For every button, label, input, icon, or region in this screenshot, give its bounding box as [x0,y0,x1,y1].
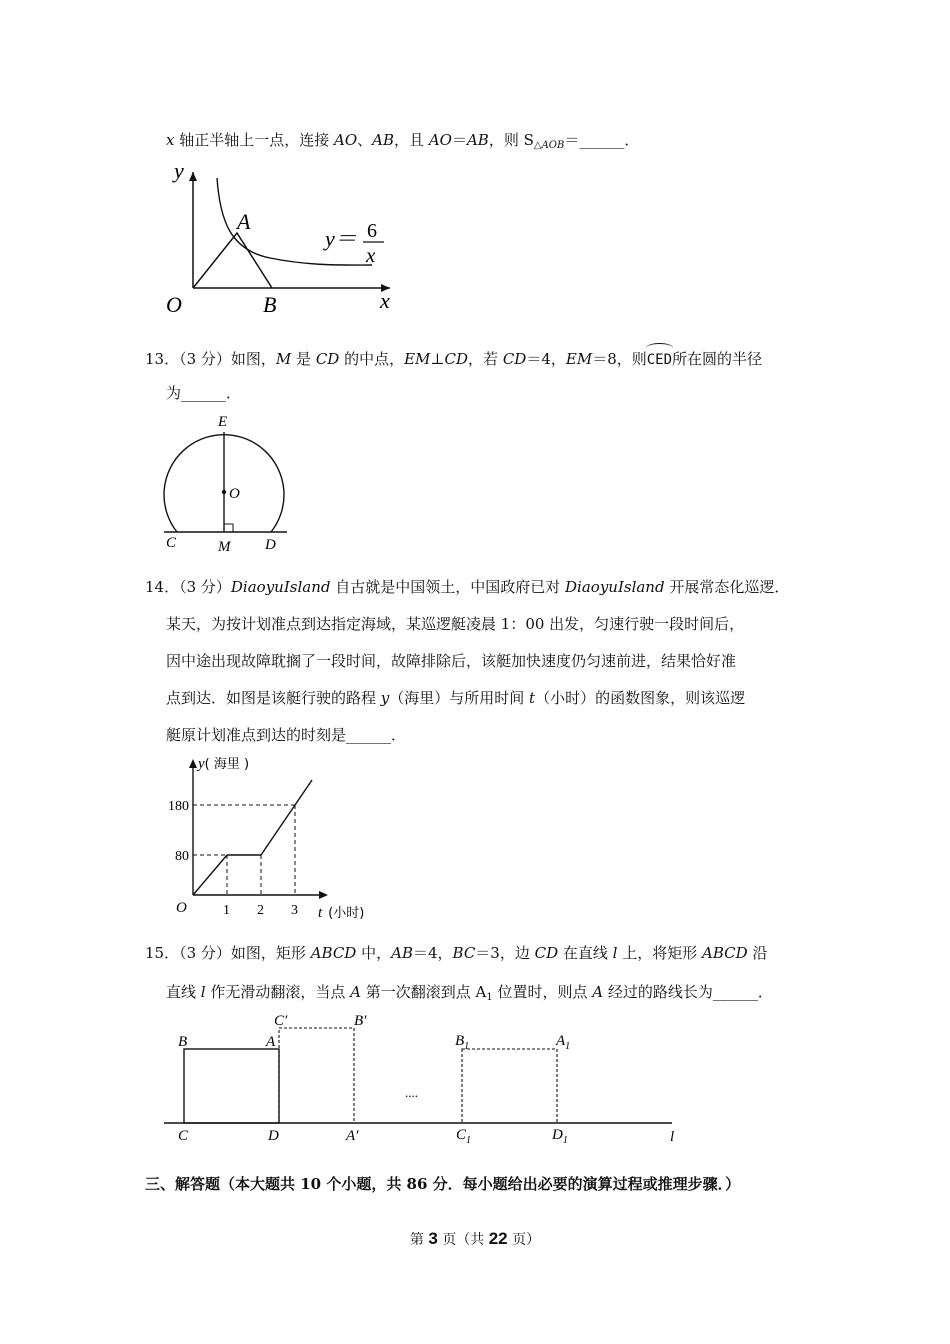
y-tick-label-80: 80 [175,849,189,864]
text: ＝4， [526,350,566,368]
point-a-label: A [237,209,251,234]
x-axis-label: x [380,288,390,313]
var-y: y [380,689,390,707]
right-angle-mark [224,524,233,532]
equation-lhs: y＝ [325,226,357,251]
q15-figure [160,1008,700,1148]
var: ABCD [702,944,748,962]
text: 作无滑动翻滚，当点 [205,983,351,1001]
var-ao: AO [334,131,358,149]
question-number: 15． [145,944,180,962]
question-number: 13． [145,350,180,368]
island-name: DiaoyuIsland [565,578,665,596]
rectangle-rotated-dashed [279,1028,354,1123]
var-ao: AO [428,131,452,149]
point-o-label: O [229,486,240,502]
q14-text-line4 [166,687,745,709]
var: BC [452,944,476,962]
text: 自古就是中国领土，中国政府已对 [330,578,566,596]
origin-label: O [176,900,187,916]
text: ＝3，边 [475,944,535,962]
text: ，则 S [488,131,534,149]
text: 位置时，则点 [492,983,593,1001]
text: （3 分）如图，矩形 [179,944,311,962]
var: M [275,350,292,368]
island-name: DiaoyuIsland [230,578,331,596]
text: 第 [409,1232,429,1248]
var: CD [315,350,340,368]
rectangle-final-dashed [462,1049,557,1123]
text: 在直线 [558,944,613,962]
page-number: 3 [428,1229,438,1248]
text: 直线 [166,983,201,1001]
var: A [592,983,604,1001]
point-a-prime-label: A′ [346,1128,359,1144]
var: EM [404,350,431,368]
x-tick-label-2: 2 [257,903,264,918]
point-b-prime-label: B′ [354,1013,367,1029]
text: ＝4， [412,944,453,962]
equation-denominator: x [366,243,376,267]
equation-numerator: 6 [367,220,377,242]
answer-blank: ＝______． [564,131,640,149]
center-point [222,490,226,494]
point-a-label: A [266,1034,276,1050]
q12-figure [160,150,400,320]
point-c-label: C [178,1128,189,1144]
series-segment-3 [261,805,295,855]
point-m-label: M [218,539,231,555]
subscript: △AOB [533,140,565,151]
x-axis-label: t (小时) [318,905,365,921]
answer-blank: 为______． [166,384,242,402]
point-b-label: B [178,1034,188,1050]
point-b-label: B [263,292,277,317]
q13-text-line2 [166,382,241,404]
point-c-prime-label: C′ [274,1013,288,1029]
text: （3 分） [179,578,231,596]
y-arrow-icon [189,172,197,181]
text: ＝ [451,131,467,149]
text: 中， [356,944,392,962]
triangle-aob [193,233,272,288]
y-axis-label: y( 海里 ) [198,756,250,772]
text: ＝8，则 [592,350,647,368]
var: AB [391,944,413,962]
page-total: 22 [488,1229,508,1248]
page-footer [0,1228,950,1251]
text: ，若 [468,350,503,368]
q14-text-line3: 因中途出现故障耽搁了一段时间，故障排除后，该艇加快速度仍匀速前进，结果恰好准 [166,652,737,670]
text: 开展常态化巡逻． [664,578,790,596]
y-axis-label: y [174,158,184,183]
text: 的中点， [339,350,405,368]
var: CD [444,350,469,368]
text: 是 [291,350,316,368]
y-arrow-icon [189,759,197,768]
var-ab: AB [372,131,395,149]
text: ，且 [394,131,429,149]
var-ab: AB [466,131,489,149]
var: CD [534,944,559,962]
text: 轴正半轴上一点，连接 [174,131,335,149]
text: ⊥ [430,350,445,368]
y-tick-label-180: 180 [168,799,189,814]
ellipsis: .... [405,1085,418,1100]
var: EM [565,350,593,368]
var: l [612,944,618,962]
text: 沿 [747,944,768,962]
q13-figure [160,410,320,560]
var: A [350,983,361,1001]
text: 页（共 [437,1232,489,1248]
var-t: t [529,689,536,707]
point-d-label: D [268,1128,279,1144]
point-d1-label: $D_1$ [552,1127,568,1146]
question-number: 14． [145,578,180,596]
subscript: 1 [486,992,493,1003]
q14-chart [160,752,410,927]
q15-text-line1 [145,942,767,964]
q15-text-line2 [166,981,773,1009]
text: 上，将矩形 [617,944,703,962]
point-e-label: E [218,414,228,430]
var: CD [502,350,527,368]
point-d-label: D [265,537,276,553]
point-c-label: C [166,535,177,551]
var: ABCD [310,944,357,962]
series-segment-4 [295,780,312,805]
point-c1-label: $C_1$ [456,1127,472,1146]
var: l [200,983,206,1001]
series-segment-1 [193,855,227,895]
point-a1-label: $A_1$ [556,1033,571,1052]
text: （海里）与所用时间 [389,689,530,707]
answer-blank: 经过的路线长为______． [603,983,773,1001]
origin-label: O [166,292,182,317]
text: 点到达．如图是该艇行驶的路程 [166,689,381,707]
q13-text-line1 [145,345,762,371]
q14-text-line5: 艇原计划准点到达的时刻是______． [166,726,407,744]
text: 、 [357,131,373,149]
text: 第一次翻滚到点 A [360,983,487,1001]
text: 页） [507,1232,541,1248]
arc-ced: CED [647,345,672,371]
var-x: x [166,131,175,149]
x-tick-label-1: 1 [223,903,230,918]
text: （小时）的函数图象，则该巡逻 [535,689,746,707]
line-l-label: l [670,1129,675,1145]
q14-text-line1 [145,576,789,598]
x-arrow-icon [319,891,328,899]
section-heading: 三、解答题（本大题共 10 个小题，共 86 分．每小题给出必要的演算过程或推理步骤．） [145,1175,741,1193]
rectangle-abcd [184,1049,279,1123]
point-b1-label: $B_1$ [455,1033,470,1052]
x-tick-label-3: 3 [291,903,298,918]
text: （3 分）如图， [179,350,276,368]
text: 所在圆的半径 [672,350,763,368]
q14-text-line2: 某天，为按计划准点到达指定海域，某巡逻艇凌晨 1：00 出发，匀速行驶一段时间后， [166,615,745,633]
